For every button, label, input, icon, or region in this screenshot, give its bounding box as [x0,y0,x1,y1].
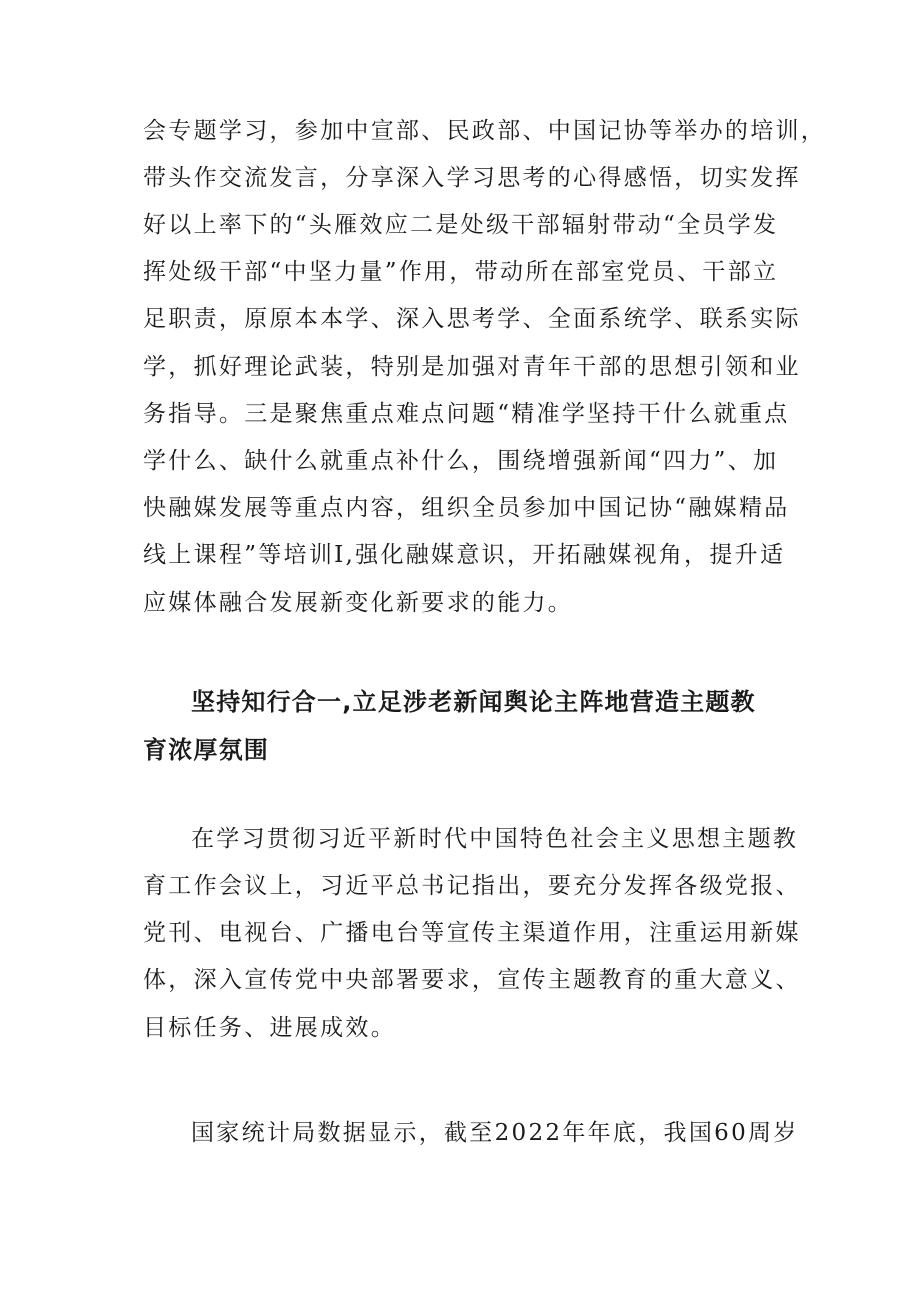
text-line: 挥处级干部“中坚力量”作用，带动所在部室党员、干部立 [143,259,779,285]
text-line: 学，抓好理论武装，特别是加强对青年干部的思想引领和业 [143,354,801,380]
heading-line: 育浓厚氛围 [143,736,269,764]
text-line: 线上课程”等培训I,强化融媒意识，开拓融媒视角，提升适 [143,542,786,568]
text-line: 目标任务、进展成效。 [143,1015,396,1041]
text-line: 应媒体融合发展新变化新要求的能力。 [143,590,574,616]
text-line: 体，深入宣传党中央部署要求，宣传主题教育的重大意义、 [143,967,801,993]
text-line: 好以上率下的“头雁效应二是处级干部辐射带动“全员学发 [143,212,779,238]
text-line: 快融媒发展等重点内容，组织全员参加中国记协“融媒精品 [143,495,790,521]
text-line: 带头作交流发言，分享深入学习思考的心得感悟，切实发挥 [143,165,801,191]
heading-line: 坚持知行合一,立足涉老新闻舆论主阵地营造主题教 [191,688,756,716]
text-line: 国家统计局数据显示，截至2022年年底，我国60周岁 [191,1120,799,1146]
text-line: 在学习贯彻习近平新时代中国特色社会主义思想主题教 [191,826,799,852]
text-line: 务指导。三是聚焦重点难点问题“精准学坚持干什么就重点 [143,401,790,427]
text-line: 党刊、电视台、广播电台等宣传主渠道作用，注重运用新媒 [143,920,801,946]
text-line: 会专题学习，参加中宣部、民政部、中国记协等举办的培训， [143,118,827,144]
text-line: 足职责，原原本本学、深入思考学、全面系统学、联系实际 [143,306,801,332]
text-line: 学什么、缺什么就重点补什么，围绕增强新闻“四力”、加 [143,448,779,474]
text-line: 育工作会议上，习近平总书记指出，要充分发挥各级党报、 [143,873,801,899]
